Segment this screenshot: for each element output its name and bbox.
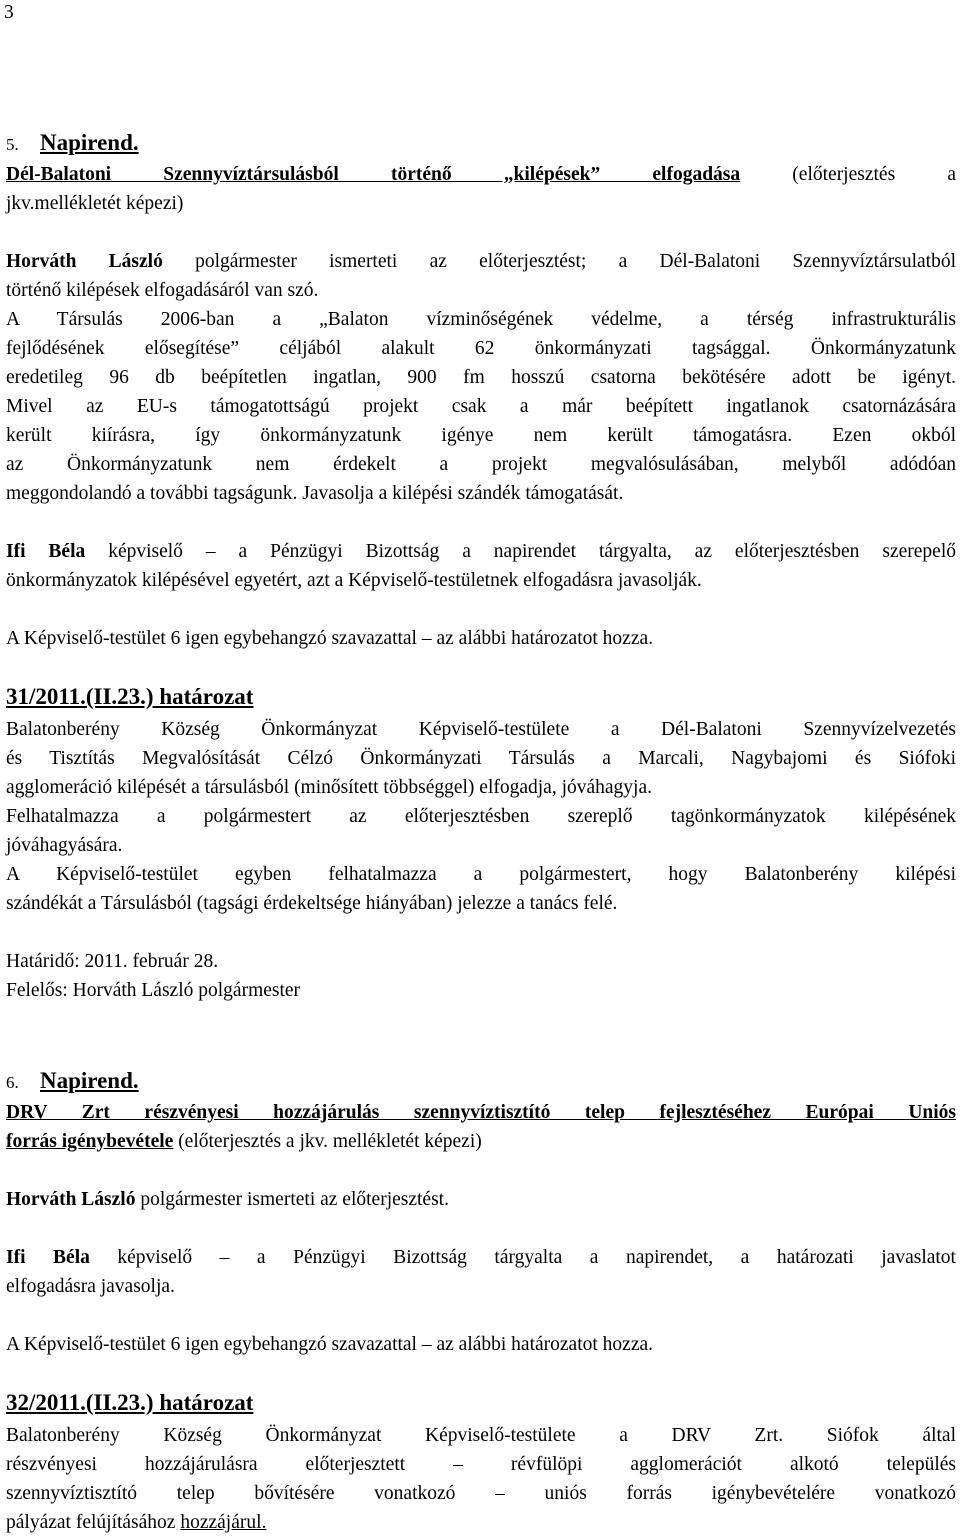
- section-6-title-note: (előterjesztés a jkv. mellékletét képezi): [173, 1131, 482, 1152]
- speaker-name: Ifi Béla: [6, 541, 86, 562]
- resolution-32-text: pályázat felújításához: [6, 1512, 181, 1533]
- resolution-31-line: Balatonberény Község Önkormányzat Képviselő-testülete a Dél-Balatoni Szennyvízelvezetés: [6, 719, 956, 740]
- section-6-para-2-text: képviselő – a Pénzügyi Bizottság tárgyalta a napirendet, a határozati javaslatot: [89, 1247, 956, 1268]
- section-5-para-3-text: képviselő – a Pénzügyi Bizottság a napirendet tárgyalta, az előterjesztésben szerepelő: [85, 541, 956, 562]
- resolution-31-line: jóváhagyására.: [6, 835, 123, 856]
- section-5-para-2-line: eredetileg 96 db beépítetlen ingatlan, 900 fm hosszú csatorna bekötésére adott be igényt.: [6, 367, 956, 388]
- resolution-31-line: agglomeráció kilépését a társulásból (minősített többséggel) elfogadja, jóváhagyja.: [6, 777, 653, 798]
- speaker-name: Horváth László: [6, 251, 163, 272]
- resolution-31-line: és Tisztítás Megvalósítását Célzó Önkormányzati Társulás a Marcali, Nagybajomi és Siófoki: [6, 748, 956, 769]
- section-5-heading: [6, 128, 956, 159]
- section-5-number: 5.: [6, 135, 19, 154]
- section-5-para-3-line-2: önkormányzatok kilépésével egyetért, azt a Képviselő-testületnek elfogadásra javasolják.: [6, 570, 702, 591]
- section-5-para-1-line-1: [6, 247, 956, 276]
- section-5-para-1-line-2: történő kilépések elfogadásáról van szó.: [6, 280, 319, 301]
- speaker-name: Horváth László: [6, 1189, 136, 1210]
- resolution-32-line: részvényesi hozzájárulásra előterjesztett – révfülöpi agglomerációt alkotó település: [6, 1454, 956, 1475]
- resolution-32-line: Balatonberény Község Önkormányzat Képviselő-testülete a DRV Zrt. Siófok által: [6, 1425, 956, 1446]
- section-6-para-1-text: polgármester ismerteti az előterjesztést.: [135, 1189, 449, 1210]
- resolution-31-deadline: Határidő: 2011. február 28.: [6, 951, 219, 972]
- section-5-title-line-1: [6, 160, 956, 189]
- section-6-vote: A Képviselő-testület 6 igen egybehangzó szavazattal – az alábbi határozatot hozza.: [6, 1334, 654, 1355]
- section-6-heading: [6, 1066, 956, 1097]
- section-5-heading-text: Napirend.: [40, 130, 139, 155]
- resolution-31-line: szándékát a Társulásból (tagsági érdekeltsége hiányában) jelezze a tanács felé.: [6, 893, 618, 914]
- resolution-31-number: 31/2011.(II.23.) határozat: [6, 684, 254, 709]
- resolution-32-number: 32/2011.(II.23.) határozat: [6, 1390, 254, 1415]
- page-number: 3: [4, 2, 14, 23]
- resolution-31-line: Felhatalmazza a polgármestert az előterjesztésben szereplő tagönkormányzatok kilépésének: [6, 806, 956, 827]
- section-5-para-2-line: fejlődésének elősegítése” céljából alakult 62 önkormányzati tagsággal. Önkormányzatunk: [6, 338, 956, 359]
- section-5-para-3-line-1: [6, 537, 956, 566]
- section-5-para-2-line: meggondolandó a további tagságunk. Javasolja a kilépési szándék támogatását.: [6, 483, 624, 504]
- section-5-title-line-2: jkv.mellékletét képezi): [6, 193, 184, 214]
- resolution-32-line-last: [6, 1508, 956, 1537]
- section-5-title-bold: Dél-Balatoni Szennyvíztársulásból történő „kilépések” elfogadása: [6, 164, 741, 185]
- section-5-vote: A Képviselő-testület 6 igen egybehangzó szavazattal – az alábbi határozatot hozza.: [6, 628, 654, 649]
- section-5-para-2-line: Mivel az EU-s támogatottságú projekt csak a már beépített ingatlanok csatornázására: [6, 396, 956, 417]
- section-6-title-bold: forrás igénybevétele: [6, 1131, 174, 1152]
- section-6-para-1: [6, 1185, 956, 1214]
- section-5-para-2-line: A Társulás 2006-ban a „Balaton vízminőségének védelme, a térség infrastrukturális: [6, 309, 956, 330]
- section-5-title-note: (előterjesztés a: [740, 164, 956, 185]
- resolution-31-line: A Képviselő-testület egyben felhatalmazza a polgármestert, hogy Balatonberény kilépési: [6, 864, 956, 885]
- section-6-para-2-line-2: elfogadásra javasolja.: [6, 1276, 175, 1297]
- section-6-number: 6.: [6, 1073, 19, 1092]
- section-5-para-2-line: került kiírásra, így önkormányzatunk igénye nem került támogatásra. Ezen okból: [6, 425, 956, 446]
- section-5-para-1-text: polgármester ismerteti az előterjesztést; a Dél-Balatoni Szennyvíztársulatból: [162, 251, 956, 272]
- section-6-heading-text: Napirend.: [40, 1068, 139, 1093]
- resolution-32-line: szennyvíztisztító telep bővítésére vonatkozó – uniós forrás igénybevételére vonatkozó: [6, 1483, 956, 1504]
- resolution-31-responsible: Felelős: Horváth László polgármester: [6, 980, 301, 1001]
- section-5-para-2-line: az Önkormányzatunk nem érdekelt a projekt megvalósulásában, melyből adódóan: [6, 454, 956, 475]
- section-6-para-2-line-1: [6, 1243, 956, 1272]
- resolution-32-approve: hozzájárul.: [180, 1512, 267, 1533]
- speaker-name: Ifi Béla: [6, 1247, 90, 1268]
- section-6-title-line-2: [6, 1127, 956, 1156]
- section-6-title-line-1: DRV Zrt részvényesi hozzájárulás szennyvíztisztító telep fejlesztéséhez Európai Uniós: [6, 1102, 956, 1123]
